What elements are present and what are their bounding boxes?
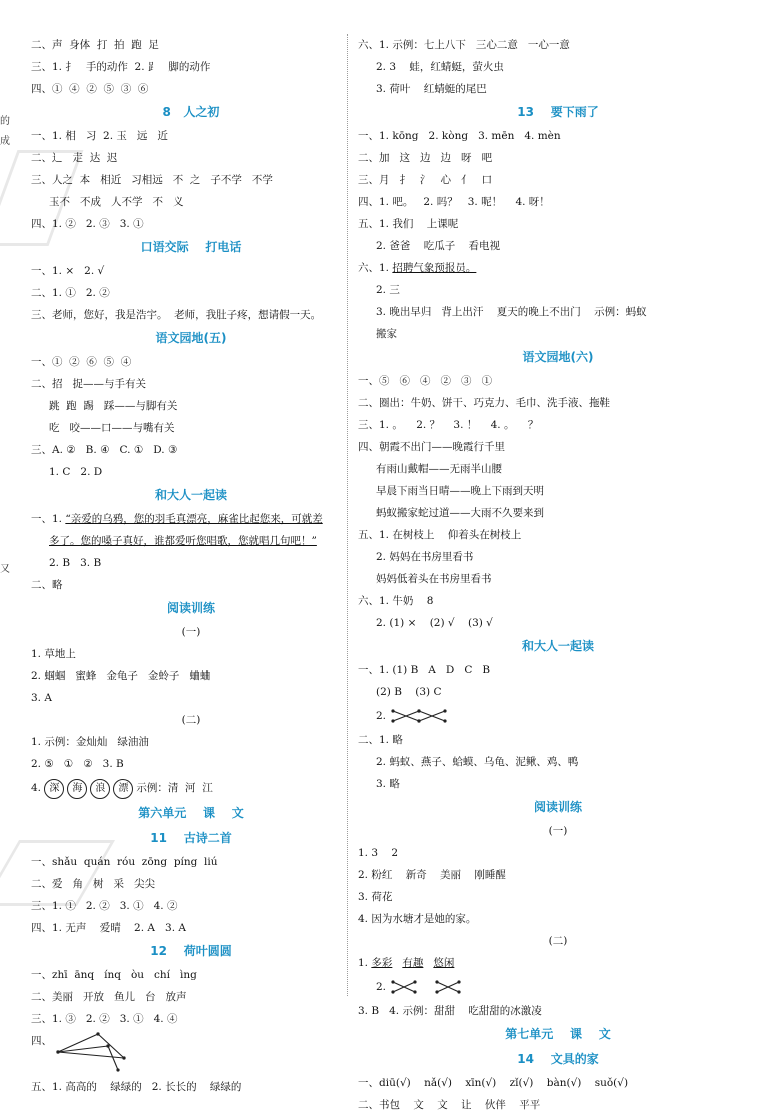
section-heading: 和大人一起读: [154, 488, 227, 502]
matching-dot: [96, 1032, 99, 1035]
matching-dot: [458, 980, 461, 983]
answer-line: 吃 咬——口——与嘴有关: [49, 422, 175, 434]
answer-line: [358, 257, 758, 279]
answer-line: 四、1. ② 2. ③ 3. ①: [31, 218, 144, 230]
matching-lines-diagram: [52, 1030, 132, 1074]
answer-line: 二、圈出：牛奶、饼干、巧克力、毛巾、洗手液、拖鞋: [358, 397, 610, 409]
answer-line: [31, 775, 351, 801]
answer-line: 早晨下雨当日晴——晚上下雨到天明: [376, 485, 544, 497]
matching-dot: [122, 1056, 125, 1059]
section-heading: 和大人一起读: [521, 639, 594, 653]
answer-line: 二、1. 略: [358, 734, 403, 746]
answer-line: 二、书包 文 文 让 伙伴 平平: [358, 1099, 541, 1111]
matching-dot: [414, 980, 417, 983]
answer-line: (2) B (3) C: [376, 686, 442, 698]
matching-dot: [436, 980, 439, 983]
matching-dot: [436, 990, 439, 993]
section-heading: 口语交际 打电话: [140, 240, 242, 254]
left-answer-column: [31, 34, 351, 1098]
section-heading: 13 要下雨了: [517, 105, 599, 119]
answer-line: 五、1. 在树枝上 仰着头在树枝上: [358, 529, 522, 541]
matching-dot: [392, 719, 395, 722]
answer-line: 三、1. 。 2. ？ 3. ！ 4. 。 ？: [358, 419, 539, 431]
underlined-answer: 多了。您的嗓子真好，谁都爱听您唱歌，您就唱几句吧！”: [49, 535, 317, 547]
answer-line: [358, 974, 758, 1000]
item-number: 2.: [376, 710, 390, 722]
edge-char: 成: [0, 136, 10, 147]
answer-line: 五、1. 我们 上课呢: [358, 218, 459, 230]
answer-line: 四、1. 吧。 2. 吗？ 3. 呢！ 4. 呀！: [358, 196, 550, 208]
matching-dot: [106, 1044, 109, 1047]
answer-line: 三、月 扌 氵 心 亻 口: [358, 174, 493, 186]
answer-line: 二、1. ① 2. ②: [31, 287, 110, 299]
section-heading: 阅读训练: [166, 601, 215, 615]
item-number: 六、1.: [358, 262, 393, 274]
answer-line: 玉不 不成 人不学 不 义: [49, 196, 184, 208]
answer-line: 一、1. × 2. √: [31, 265, 105, 277]
answer-line: 一、1. (1) B A D C B: [358, 664, 491, 676]
answer-line: 一、zhī ānq ínq òu chí ìng: [31, 969, 197, 981]
answer-line: 三、人之 本 相近 习相远 不 之 子不学 不学: [31, 174, 273, 186]
answer-line: 2. 3 蛙，红蜻蜓，萤火虫: [376, 61, 504, 73]
answer-line: 一、shǎu quán róu zōng píng liú: [31, 856, 218, 868]
matching-dot: [418, 719, 421, 722]
section-heading: 8 人之初: [162, 105, 220, 119]
answer-line: 2. 蝈蝈 蜜蜂 金龟子 金蛉子 蛐蛐: [31, 670, 211, 682]
section-heading: 第六单元 课 文: [138, 806, 244, 820]
answer-line: 2. 粉红 新奇 美丽 刚睡醒: [358, 869, 506, 881]
matching-lines-diagram: [389, 708, 449, 724]
item-number: 四、: [31, 1035, 52, 1047]
section-heading: 阅读训练: [533, 800, 582, 814]
underlined-answer: “亲爱的乌鸦，您的羽毛真漂亮，麻雀比起您来，可就差: [65, 513, 323, 525]
answer-line: [31, 1030, 351, 1076]
answer-line: 二、略: [31, 579, 63, 591]
matching-dot: [418, 709, 421, 712]
section-heading: 14 文具的家: [517, 1052, 599, 1066]
underlined-word: 有趣: [402, 957, 424, 969]
section-heading: 第七单元 课 文: [505, 1027, 611, 1041]
subsection-label: (二): [181, 714, 201, 726]
item-number: 2.: [376, 981, 390, 993]
answer-line: 1. C 2. D: [49, 466, 103, 478]
answer-line: 妈妈低着头在书房里看书: [376, 573, 492, 585]
matching-line: [58, 1052, 124, 1058]
matching-dot: [56, 1050, 59, 1053]
matching-dot: [392, 990, 395, 993]
answer-text: 示例：清 河 江: [136, 782, 213, 794]
answer-line: 五、1. 高高的 绿绿的 2. 长长的 绿绿的: [31, 1081, 242, 1093]
answer-line: 三、A. ② B. ④ C. ① D. ③: [31, 444, 178, 456]
item-number: 4.: [31, 782, 45, 794]
answer-line: 二、招 捉——与手有关: [31, 378, 147, 390]
answer-line: 二、爱 角 树 采 尖尖: [31, 878, 156, 890]
answer-line: 2. 妈妈在书房里看书: [376, 551, 474, 563]
subsection-label: (一): [181, 626, 201, 638]
edge-char: 的: [0, 116, 10, 127]
subsection-label: (一): [548, 825, 568, 837]
answer-line: 3. 荷花: [358, 891, 393, 903]
answer-line: 六、1. 牛奶 8: [358, 595, 434, 607]
answer-line: 1. 示例：金灿灿 绿油油: [31, 736, 149, 748]
answer-line: [31, 530, 351, 552]
section-heading: 12 荷叶圆圆: [150, 944, 232, 958]
answer-line: 二、加 这 边 边 呀 吧: [358, 152, 493, 164]
answer-line: 蚂蚁搬家蛇过道——大雨不久要来到: [376, 507, 544, 519]
answer-line: 六、1. 示例：七上八下 三心二意 一心一意: [358, 39, 570, 51]
answer-line: 一、diū(√) nǎ(√) xīn(√) zǐ(√) bàn(√) suǒ(√): [358, 1077, 629, 1089]
answer-line: 2. (1) × (2) √ (3) √: [376, 617, 493, 629]
answer-line: 搬家: [376, 328, 397, 340]
edge-char: 又: [0, 564, 10, 575]
answer-line: 3. A: [31, 692, 52, 704]
matching-dot: [116, 1068, 119, 1071]
matching-lines-diagram: [389, 979, 469, 995]
section-heading: 语文园地(五): [155, 331, 227, 345]
answer-line: 二、辶 走 达 迟: [31, 152, 118, 164]
answer-line: 1. 3 2: [358, 847, 399, 859]
answer-line: 3. 略: [376, 778, 400, 790]
item-number: 一、1.: [31, 513, 66, 525]
answer-line: 三、老师，您好，我是浩宇。 老师，我肚子疼，想请假一天。: [31, 309, 322, 321]
item-number: 1.: [358, 957, 372, 969]
answer-line: 3. 晚出早归 背上出汗 夏天的晚上不出门 示例：蚂蚁: [376, 306, 647, 318]
answer-line: 2. 爸爸 吃瓜子 看电视: [376, 240, 501, 252]
circled-character: 浪: [90, 779, 110, 799]
answer-line: [31, 508, 351, 530]
underlined-answer: 招聘气象预报员。: [392, 262, 477, 274]
underlined-word: 悠闲: [433, 957, 455, 969]
subsection-label: (二): [548, 935, 568, 947]
answer-line: 二、美丽 开放 鱼儿 台 放声: [31, 991, 187, 1003]
answer-line: 2. 三: [376, 284, 400, 296]
matching-dot: [414, 990, 417, 993]
circled-character: 漂: [113, 779, 133, 799]
matching-line: [108, 1046, 118, 1070]
matching-dot: [444, 709, 447, 712]
matching-dot: [444, 719, 447, 722]
answer-line: 3. B 4. 示例：甜甜 吃甜甜的冰激凌: [358, 1005, 542, 1017]
section-heading: 语文园地(六): [522, 350, 594, 364]
answer-line: 一、1. 相 习 2. 玉 远 近: [31, 130, 168, 142]
section-heading: 11 古诗二首: [150, 831, 232, 845]
answer-line: 1. 草地上: [31, 648, 76, 660]
answer-line: 3. 荷叶 红蜻蜓的尾巴: [376, 83, 487, 95]
answer-line: 二、声 身体 打 拍 跑 足: [31, 39, 159, 51]
answer-line: 跳 跑 踢 踩——与脚有关: [49, 400, 178, 412]
answer-line: 2. 蚂蚁、燕子、蛤蟆、乌龟、泥鳅、鸡、鸭: [376, 756, 579, 768]
answer-line: 三、1. ③ 2. ② 3. ① 4. ④: [31, 1013, 178, 1025]
matching-dot: [458, 990, 461, 993]
answer-line: 4. 因为水塘才是她的家。: [358, 913, 477, 925]
answer-line: 四、1. 无声 爱晴 2. A 3. A: [31, 922, 186, 934]
answer-line: 2. B 3. B: [49, 557, 102, 569]
answer-line: 一、1. kōng 2. kòng 3. mēn 4. mèn: [358, 130, 561, 142]
matching-dot: [392, 709, 395, 712]
answer-line: 三、1. 扌 手的动作 2. ⻊ 脚的动作: [31, 61, 211, 73]
answer-line: 2. ⑤ ① ② 3. B: [31, 758, 124, 770]
answer-line: 一、⑤ ⑥ ④ ② ③ ①: [358, 375, 493, 387]
right-answer-column: [358, 34, 758, 1116]
circled-character: 深: [44, 779, 64, 799]
matching-dot: [392, 980, 395, 983]
answer-line: 四、朝霞不出门——晚霞行千里: [358, 441, 505, 453]
answer-line: [358, 703, 758, 729]
answer-line: 三、1. ① 2. ② 3. ① 4. ②: [31, 900, 178, 912]
answer-line: 四、① ④ ② ⑤ ③ ⑥: [31, 83, 149, 95]
answer-line: [358, 952, 758, 974]
answer-line: 一、① ② ⑥ ⑤ ④: [31, 356, 132, 368]
answer-line: 有雨山戴帽——无雨半山腰: [376, 463, 502, 475]
circled-character: 海: [67, 779, 87, 799]
underlined-word: 多彩: [371, 957, 393, 969]
